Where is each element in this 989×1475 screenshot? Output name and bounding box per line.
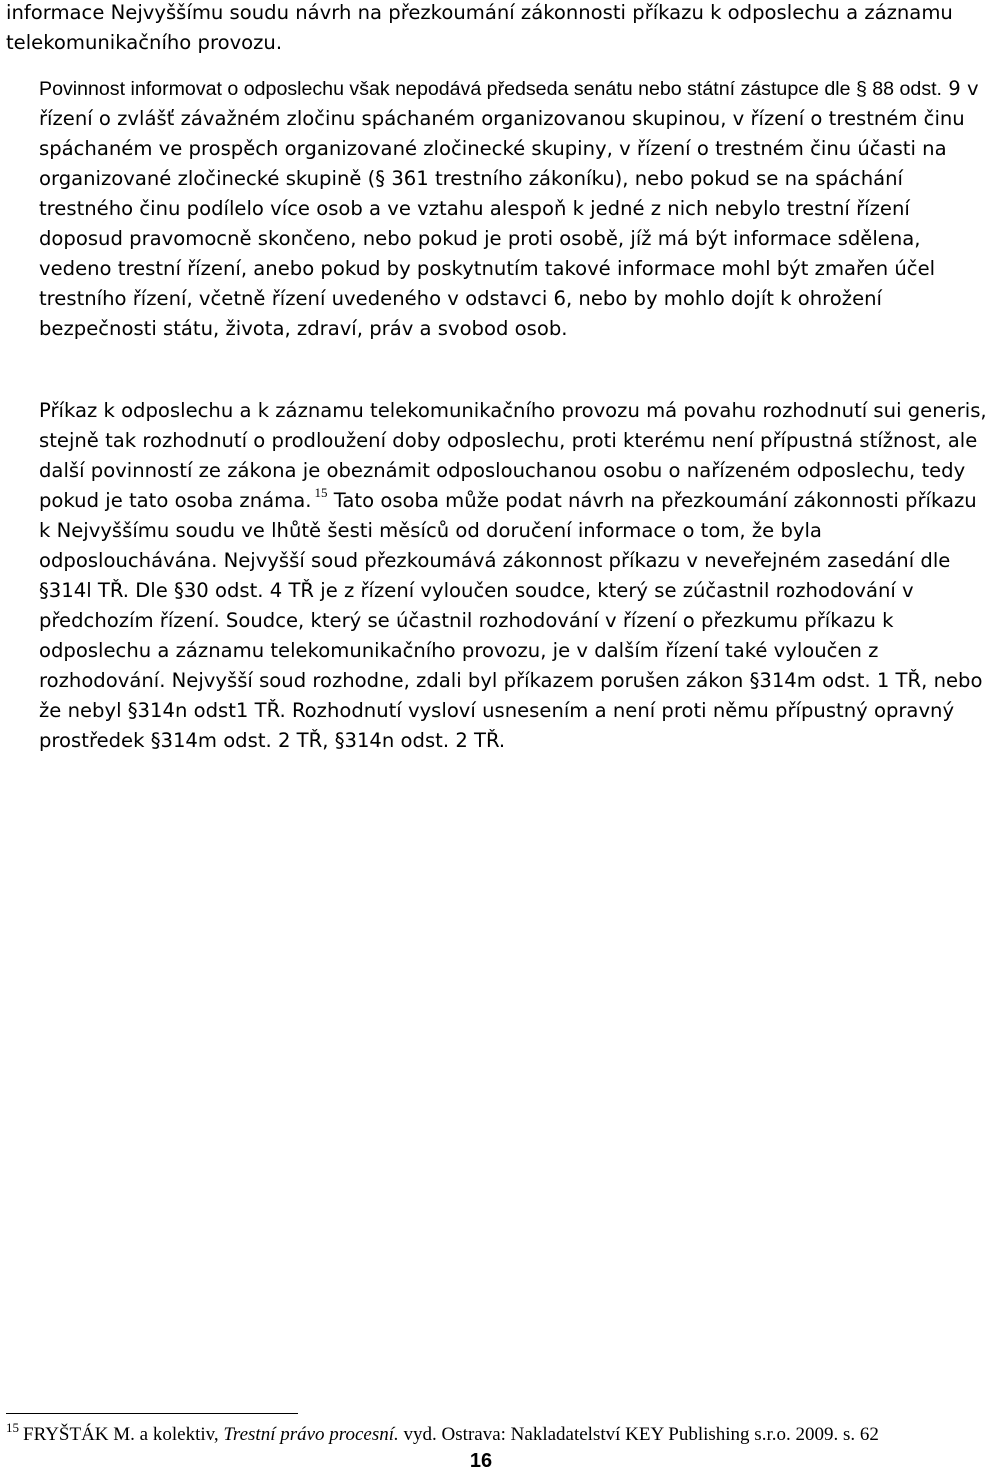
page-number: 16 (469, 1450, 493, 1472)
paragraph-wiretap-order (6, 396, 989, 756)
footnote-authors: FRYŠTÁK M. a kolektiv, (23, 1424, 224, 1445)
paragraph-reporting-exception (6, 74, 989, 344)
footnote-reference[interactable]: 15 (314, 485, 328, 500)
paragraph-3-text-b: Tato osoba může podat návrh na přezkoumání zákonnosti příkazu k Nejvyššímu soudu ve lhůtě šesti měsíců od doručení informace o tom, že byla odposlouchávána. Nejvyšší soud přezkoumává zákonnost příkazu v neveřejném zasedání dle §314l TŘ. Dle §30 odst. 4 TŘ je z řízení vyloučen soudce, který se zúčastnil rozhodování v předchozím řízení. Soudce, který se účastnil rozhodování v řízení o přezkumu příkazu k odposlechu a záznamu telekomunikačního provozu, je v dalším řízení také vyloučen z rozhodování. Nejvyšší soud rozhodne, zdali byl příkazem porušen zákon §314m odst. 1 TŘ, nebo že nebyl §314n odst1 TŘ. Rozhodnutí vysloví usnesením a není proti němu přípustný opravný prostředek §314m odst. 2 TŘ, §314n odst. 2 TŘ. (39, 489, 983, 752)
footnote-separator (6, 1413, 298, 1414)
paragraph-continuation (6, 0, 956, 58)
paragraph-2-text: 9 v řízení o zvlášť závažném zločinu spáchaném organizovanou skupinou, v řízení o trestném činu spáchaném ve prospěch organizované zločinecké skupiny, v řízení o trestném činu účasti na organizované zločinecké skupině (§ 361 trestního zákoníku), nebo pokud se na spáchání trestného činu podílelo více osob a ve vztahu alespoň k jedné z nich nebylo trestní řízení doposud pravomocně skončeno, nebo pokud je proti osobě, jíž má být informace sdělena, vedeno trestní řízení, anebo pokud by poskytnutím takové informace mohl být zmařen účel trestního řízení, včetně řízení uvedeného v odstavci 6, nebo by mohlo dojít k ohrožení bezpečnosti státu, života, zdraví, práv a svobod osob. (39, 77, 979, 340)
footnote (6, 1420, 956, 1447)
paragraph-2-intro: Povinnost informovat o odposlechu však nepodává předseda senátu nebo státní zástupce dle § 88 odst. (39, 78, 943, 100)
footnote-title: Trestní právo procesní. (223, 1424, 399, 1445)
paragraph-3-text-a: Příkaz k odposlechu a k záznamu telekomunikačního provozu má povahu rozhodnutí sui generis, stejně tak rozhodnutí o prodloužení doby odposlechu, proti kterému není přípustná stížnost, ale další povinností ze zákona je obeznámit odposlouchanou osobu o nařízeném odposlechu, tedy pokud je tato osoba známa. (39, 399, 987, 512)
footnote-publication: vyd. Ostrava: Nakladatelství KEY Publishing s.r.o. 2009. s. 62 (398, 1424, 879, 1445)
paragraph-1-text: informace Nejvyššímu soudu návrh na přezkoumání zákonnosti příkazu k odposlechu a záznamu telekomunikačního provozu. (6, 1, 953, 54)
footnote-number: 15 (6, 1420, 19, 1435)
document-page (6, 0, 987, 1475)
